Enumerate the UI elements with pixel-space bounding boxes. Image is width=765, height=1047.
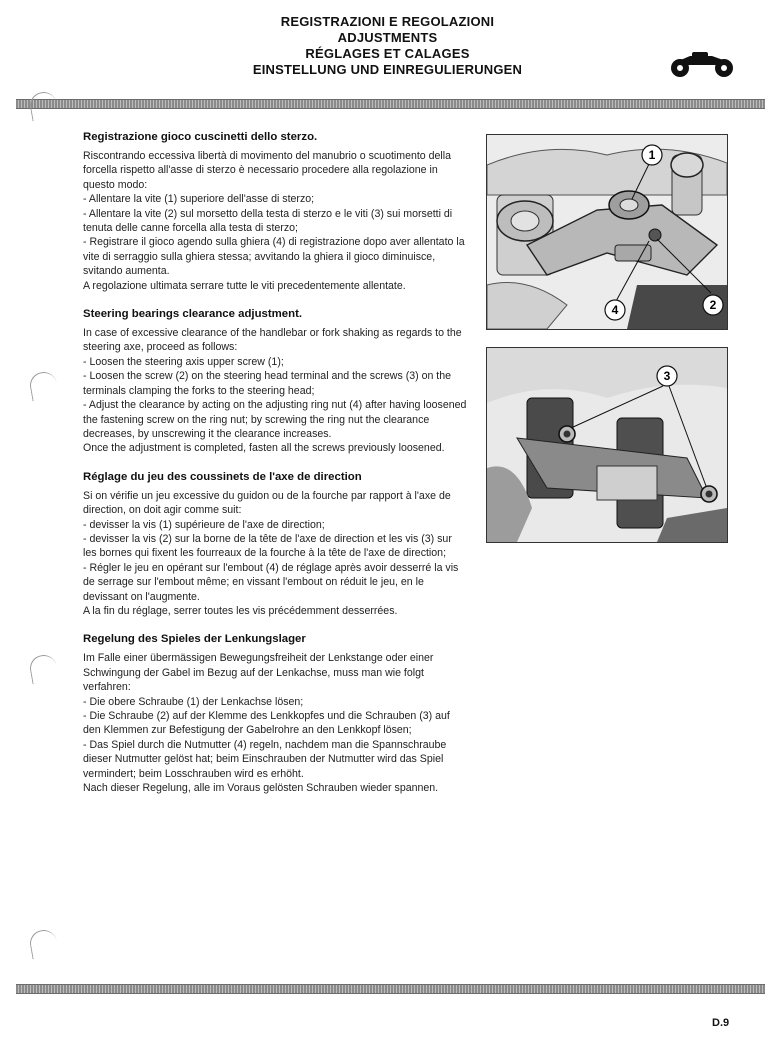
header-divider bbox=[16, 99, 765, 109]
header-title-de: EINSTELLUNG UND EINREGULIERUNGEN bbox=[252, 62, 523, 77]
paragraph-line: A la fin du réglage, serrer toutes les vis précédemment desserrées. bbox=[83, 604, 398, 617]
callout-label-4: 4 bbox=[611, 303, 619, 317]
steering-head-photo-2 bbox=[486, 347, 728, 543]
paragraph-line: In case of excessive clearance of the handlebar or fork shaking as regards to the steering axe, proceed as follows: bbox=[83, 327, 462, 354]
paragraph-line: - Loosen the steering axis upper screw (1); bbox=[83, 355, 284, 368]
paragraph-line: - Allentare la vite (1) superiore dell'asse di sterzo; bbox=[83, 193, 315, 206]
punch-hole-mark bbox=[28, 928, 59, 959]
section-italian bbox=[83, 130, 468, 293]
section-heading: Regelung des Spieles der Lenkungslager bbox=[83, 633, 306, 646]
section-heading: Registrazione gioco cuscinetti dello sterzo. bbox=[83, 131, 318, 143]
paragraph-line: - Die Schraube (2) auf der Klemme des Lenkkopfes und die Schrauben (3) auf den Klemmen zur Befestigung der Gabelrohre an den Lenkkopf lösen; bbox=[83, 710, 450, 737]
punch-hole-mark bbox=[28, 90, 59, 121]
paragraph-line: Riscontrando eccessiva libertà di movimento del manubrio o scuotimento della forcella rispetto all'asse di sterzo è necessario procedere alla regolazione in questo modo: bbox=[83, 150, 452, 191]
section-french bbox=[83, 470, 468, 619]
paragraph-line: Si on vérifie un jeu excessive du guidon ou de la fourche par rapport à l'axe de direction, on doit agir comme suit: bbox=[83, 489, 451, 517]
section-heading: Steering bearings clearance adjustment. bbox=[83, 308, 303, 321]
paragraph-line: A regolazione ultimata serrare tutte le viti precedentemente allentate. bbox=[83, 279, 406, 292]
section-heading: Réglage du jeu des coussinets de l'axe de direction bbox=[83, 470, 362, 483]
paragraph-line: Nach dieser Regelung, alle im Voraus gelösten Schrauben wieder spannen. bbox=[83, 782, 439, 795]
section-german bbox=[83, 632, 468, 795]
paragraph-line: - Registrare il gioco agendo sulla ghiera (4) di registrazione dopo aver allentato la vite di serraggio sulla ghiera stessa; avvitando la ghiera il gioco diminuisce, svitando aumenta. bbox=[83, 236, 465, 278]
callout-label-1: 1 bbox=[648, 148, 656, 162]
paragraph-line: - Allentare la vite (2) sul morsetto della testa di sterzo e le viti (3) sui morsetti di tenuta delle canne forcella alla testa di sterzo; bbox=[83, 207, 453, 235]
steering-head-illustration bbox=[487, 135, 727, 329]
paragraph-line: - devisser la vis (2) sur la borne de la tête de l'axe de direction et les vis (3) sur les bornes qui fixent les fourreaux de la fourche à la tête de l'axe de direction; bbox=[83, 532, 452, 560]
steering-head-photo-1 bbox=[486, 134, 728, 330]
callout-label-2: 2 bbox=[709, 298, 717, 312]
header-title-en: ADJUSTMENTS bbox=[337, 30, 438, 45]
header-title-fr: RÉGLAGES ET CALAGES bbox=[305, 46, 470, 61]
paragraph-line: - Adjust the clearance by acting on the adjusting ring nut (4) after having loosened the fastening screw on the ring nut; by screwing the ring nut the clearance decreases, by unscrewing it the clearance increases. bbox=[83, 399, 467, 440]
section-english bbox=[83, 307, 468, 456]
paragraph-line: Im Falle einer übermässigen Bewegungsfreiheit der Lenkstange oder einer Schwingung der Gabel im Bezug auf der Lenkachse, muss man wie folgt verfahren: bbox=[83, 652, 434, 694]
paragraph-line: - Loosen the screw (2) on the steering head terminal and the screws (3) on the terminals clamping the forks to the steering head; bbox=[83, 370, 452, 397]
punch-hole-mark bbox=[28, 370, 59, 401]
fork-clamp-illustration bbox=[487, 348, 727, 542]
callout-label-3: 3 bbox=[663, 369, 671, 383]
motorcycle-icon bbox=[668, 50, 736, 78]
paragraph-line: - Die obere Schraube (1) der Lenkachse lösen; bbox=[83, 695, 304, 708]
page-number: D.9 bbox=[712, 1017, 730, 1029]
paragraph-line: - Das Spiel durch die Nutmutter (4) regeln, nachdem man die Spannschraube dieser Nutmutter gelöst hat; beim Einschrauben der Nutmutter wird das Spiel vermindert; beim Losschrauben wird es erhöht. bbox=[83, 738, 447, 780]
paragraph-line: - Régler le jeu en opérant sur l'embout (4) de réglage après avoir desserré la vis de serrage sur l'embout même; en vissant l'embout on réduit le jeu, en le devissant on l'augmente. bbox=[83, 561, 459, 603]
footer-divider bbox=[16, 984, 765, 994]
page-header bbox=[200, 14, 575, 78]
header-title-it: REGISTRAZIONI E REGOLAZIONI bbox=[280, 14, 495, 29]
paragraph-line: Once the adjustment is completed, fasten all the screws previously loosened. bbox=[83, 442, 445, 455]
punch-hole-mark bbox=[28, 653, 59, 684]
instructions-column bbox=[83, 130, 468, 809]
paragraph-line: - devisser la vis (1) supérieure de l'axe de direction; bbox=[83, 518, 325, 531]
